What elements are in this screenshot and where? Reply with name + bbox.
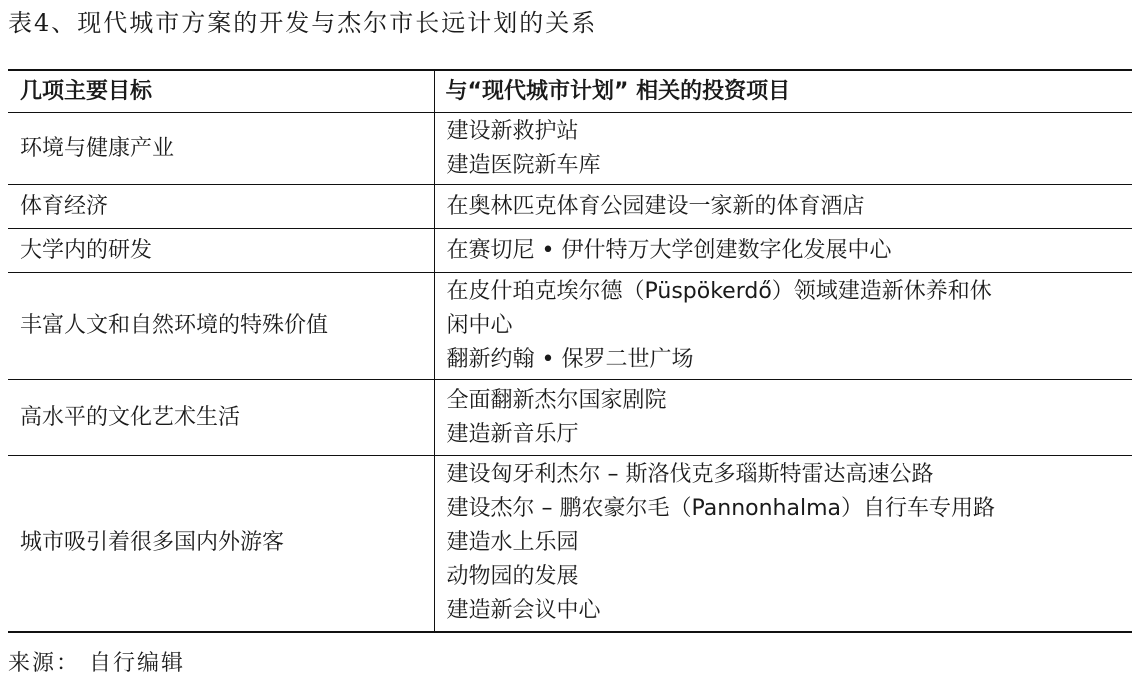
project-item: 动物园的发展 <box>446 564 579 590</box>
goal-cell: 高水平的文化艺术生活 <box>8 380 434 456</box>
goals-projects-table <box>8 69 1132 633</box>
project-item: 建造医院新车库 <box>446 152 601 178</box>
projects-cell <box>434 185 1132 229</box>
table-row <box>8 456 1132 632</box>
projects-cell <box>434 273 1132 380</box>
table-header-row <box>8 70 1132 113</box>
table-row <box>8 113 1132 185</box>
projects-cell <box>434 229 1132 273</box>
projects-cell <box>434 113 1132 185</box>
goal-cell: 体育经济 <box>8 185 434 229</box>
table-row <box>8 229 1132 273</box>
projects-cell <box>434 456 1132 632</box>
table-row <box>8 273 1132 380</box>
project-item: 在赛切尼 • 伊什特万大学创建数字化发展中心 <box>446 237 892 263</box>
project-item: 建设匈牙利杰尔 – 斯洛伐克多瑙斯特雷达高速公路 <box>446 462 934 488</box>
goal-cell: 丰富人文和自然环境的特殊价值 <box>8 273 434 380</box>
goal-cell: 环境与健康产业 <box>8 113 434 185</box>
goal-cell: 城市吸引着很多国内外游客 <box>8 456 434 632</box>
table-row <box>8 185 1132 229</box>
projects-cell <box>434 380 1132 456</box>
project-item: 建造新音乐厅 <box>446 421 579 447</box>
goal-cell: 大学内的研发 <box>8 229 434 273</box>
project-item: 全面翻新杰尔国家剧院 <box>446 387 667 413</box>
header-goals: 几项主要目标 <box>8 70 434 113</box>
project-item: 建造新会议中心 <box>446 598 601 624</box>
project-item: 在奥林匹克体育公园建设一家新的体育酒店 <box>446 193 865 219</box>
project-item: 建设杰尔 – 鹏农豪尔毛（Pannonhalma）自行车专用路 <box>446 496 995 522</box>
header-projects: 与“现代城市计划” 相关的投资项目 <box>434 70 1132 113</box>
source-note: 来源： 自行编辑 <box>8 651 185 676</box>
table-caption: 表4、现代城市方案的开发与杰尔市长远计划的关系 <box>8 9 598 37</box>
project-item: 翻新约翰 • 保罗二世广场 <box>446 347 694 372</box>
project-item: 闲中心 <box>446 313 513 338</box>
table-row <box>8 380 1132 456</box>
project-item: 建造水上乐园 <box>446 530 579 556</box>
project-item: 建设新救护站 <box>446 118 579 144</box>
project-item: 在皮什珀克埃尔德（Püspökerdő）领域建造新休养和休 <box>446 279 992 304</box>
